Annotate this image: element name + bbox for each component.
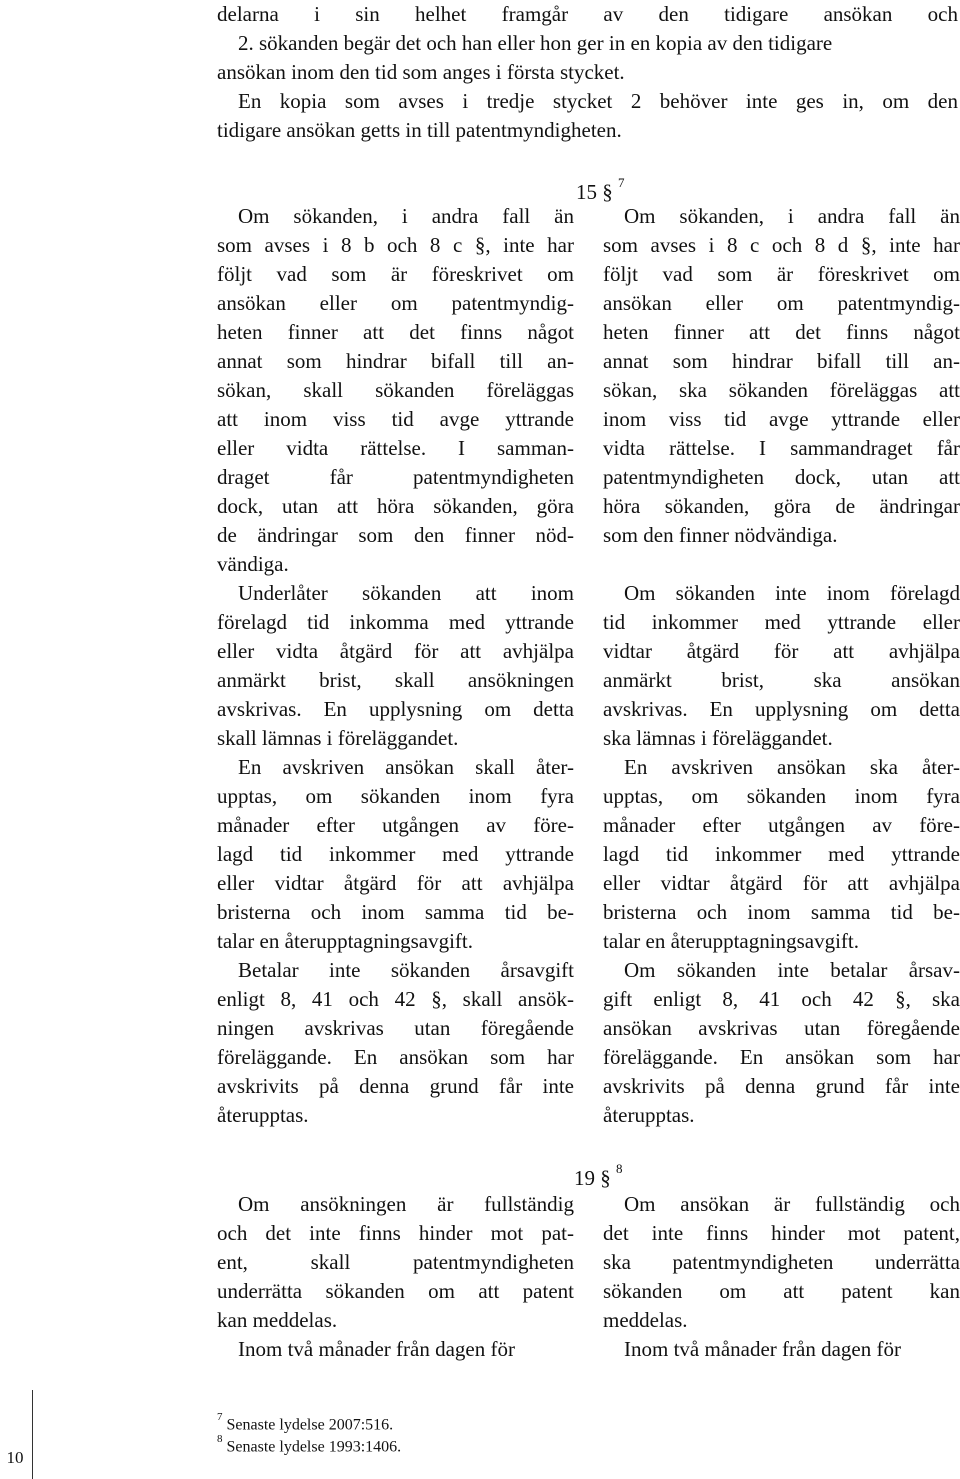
text-line: föreläggande. En ansökan som har (603, 1045, 960, 1069)
footnote-number: 8 (217, 1433, 223, 1445)
text-line: vändiga. (217, 552, 289, 576)
text-line: upptas, om sökanden inom fyra (217, 784, 574, 808)
text-line: som den finner nödvändiga. (603, 523, 838, 547)
text-line: avskrivits på denna grund får inte (217, 1074, 574, 1098)
text-line: talar en återupptagningsavgift. (603, 929, 859, 953)
intro-line: delarna i sin helhet framgår av den tidigare ansökan och (217, 2, 958, 26)
text-line: de ändringar som den finner nöd- (217, 523, 574, 547)
text-line: det inte finns hinder mot patent, (603, 1221, 960, 1245)
text-line: avskrivits på denna grund får inte (603, 1074, 960, 1098)
text-line: Betalar inte sökanden årsavgift (238, 958, 574, 982)
text-line: annat som hindrar bifall till an- (217, 349, 574, 373)
text-line: och det inte finns hinder mot pat- (217, 1221, 574, 1245)
text-line: återupptas. (603, 1103, 695, 1127)
text-line: återupptas. (217, 1103, 309, 1127)
text-line: anmärkt brist, skall ansökningen (217, 668, 574, 692)
text-line: anmärkt brist, ska ansökan (603, 668, 960, 692)
text-line: Om sökanden, i andra fall än (624, 204, 960, 228)
footnote-text: Senaste lydelse 2007:516. (226, 1416, 394, 1434)
section-heading-15 (576, 174, 625, 205)
text-line: ent, skall patentmyndigheten (217, 1250, 574, 1274)
text-line: tid inkommer med yttrande eller (603, 610, 960, 634)
text-line: inom viss tid avge yttrande eller (603, 407, 960, 431)
text-line: eller vidta åtgärd för att avhjälpa (217, 639, 574, 663)
text-line: En avskriven ansökan ska åter- (624, 755, 960, 779)
text-line: heten finner att det finns något (603, 320, 960, 344)
text-line: Underlåter sökanden att inom (238, 581, 574, 605)
text-line: sökanden om att patent kan (603, 1279, 960, 1303)
text-line: som avses i 8 c och 8 d §, inte har (603, 233, 960, 257)
text-line: månader efter utgången av före- (603, 813, 960, 837)
footnote (217, 1432, 401, 1457)
text-line: eller vidta rättelse. I samman- (217, 436, 574, 460)
text-line: Om sökanden, i andra fall än (238, 204, 574, 228)
text-line: kan meddelas. (217, 1308, 338, 1332)
text-line: heten finner att det finns något (217, 320, 574, 344)
intro-line: tidigare ansökan getts in till patentmyndigheten. (217, 118, 622, 142)
section-label: 19 § (574, 1166, 611, 1190)
footnote-ref: 7 (618, 175, 625, 190)
text-line: höra sökanden, göra de ändringar (603, 494, 960, 518)
text-line: patentmyndigheten dock, utan att (603, 465, 960, 489)
text-line: ansökan avskrivas utan föregående (603, 1016, 960, 1040)
text-line: ningen avskrivas utan föregående (217, 1016, 574, 1040)
margin-rule (32, 1390, 33, 1479)
text-line: ska lämnas i föreläggandet. (603, 726, 833, 750)
section-heading-19 (574, 1160, 623, 1191)
text-line: eller vidtar åtgärd för att avhjälpa (603, 871, 960, 895)
text-line: eller vidtar åtgärd för att avhjälpa (217, 871, 574, 895)
text-line: En avskriven ansökan skall åter- (238, 755, 574, 779)
text-line: månader efter utgången av före- (217, 813, 574, 837)
text-line: Om ansökan är fullständig och (624, 1192, 960, 1216)
text-line: bristerna och inom samma tid be- (603, 900, 960, 924)
intro-line: 2. sökanden begär det och han eller hon ger in en kopia av den tidigare (238, 31, 833, 55)
text-line: Om sökanden inte betalar årsav- (624, 958, 960, 982)
intro-line: En kopia som avses i tredje stycket 2 behöver inte ges in, om den (238, 89, 958, 113)
text-line: sökan, skall sökanden föreläggas (217, 378, 574, 402)
text-line: skall lämnas i föreläggandet. (217, 726, 459, 750)
text-line: enligt 8, 41 och 42 §, skall ansök- (217, 987, 574, 1011)
text-line: att inom viss tid avge yttrande (217, 407, 574, 431)
footnote-number: 7 (217, 1411, 223, 1423)
footnote-ref: 8 (616, 1161, 623, 1176)
text-line: bristerna och inom samma tid be- (217, 900, 574, 924)
text-line: gift enligt 8, 41 och 42 §, ska (603, 987, 960, 1011)
text-line: lagd tid inkommer med yttrande (603, 842, 960, 866)
text-line: vidtar åtgärd för att avhjälpa (603, 639, 960, 663)
text-line: ansökan eller om patentmyndig- (217, 291, 574, 315)
text-line: sökan, ska sökanden föreläggas att (603, 378, 960, 402)
text-line: meddelas. (603, 1308, 688, 1332)
text-line: Om sökanden inte inom förelagd (624, 581, 960, 605)
text-line: följt vad som är föreskrivet om (217, 262, 574, 286)
text-line: avskrivas. En upplysning om detta (217, 697, 574, 721)
text-line: draget får patentmyndigheten (217, 465, 574, 489)
text-line: Om ansökningen är fullständig (238, 1192, 574, 1216)
text-line: vidta rättelse. I sammandraget får (603, 436, 960, 460)
text-line: förelagd tid inkomma med yttrande (217, 610, 574, 634)
text-line: Inom två månader från dagen för (238, 1337, 515, 1361)
intro-line: ansökan inom den tid som anges i första stycket. (217, 60, 625, 84)
section-label: 15 § (576, 180, 613, 204)
text-line: ska patentmyndigheten underrätta (603, 1250, 960, 1274)
page-number: 10 (6, 1448, 24, 1467)
text-line: föreläggande. En ansökan som har (217, 1045, 574, 1069)
text-line: som avses i 8 b och 8 c §, inte har (217, 233, 574, 257)
text-line: dock, utan att höra sökanden, göra (217, 494, 574, 518)
text-line: ansökan eller om patentmyndig- (603, 291, 960, 315)
text-line: annat som hindrar bifall till an- (603, 349, 960, 373)
text-line: talar en återupptagningsavgift. (217, 929, 473, 953)
text-line: följt vad som är föreskrivet om (603, 262, 960, 286)
text-line: lagd tid inkommer med yttrande (217, 842, 574, 866)
footnote-text: Senaste lydelse 1993:1406. (226, 1438, 402, 1456)
text-line: upptas, om sökanden inom fyra (603, 784, 960, 808)
text-line: underrätta sökanden om att patent (217, 1279, 574, 1303)
text-line: avskrivas. En upplysning om detta (603, 697, 960, 721)
text-line: Inom två månader från dagen för (624, 1337, 901, 1361)
